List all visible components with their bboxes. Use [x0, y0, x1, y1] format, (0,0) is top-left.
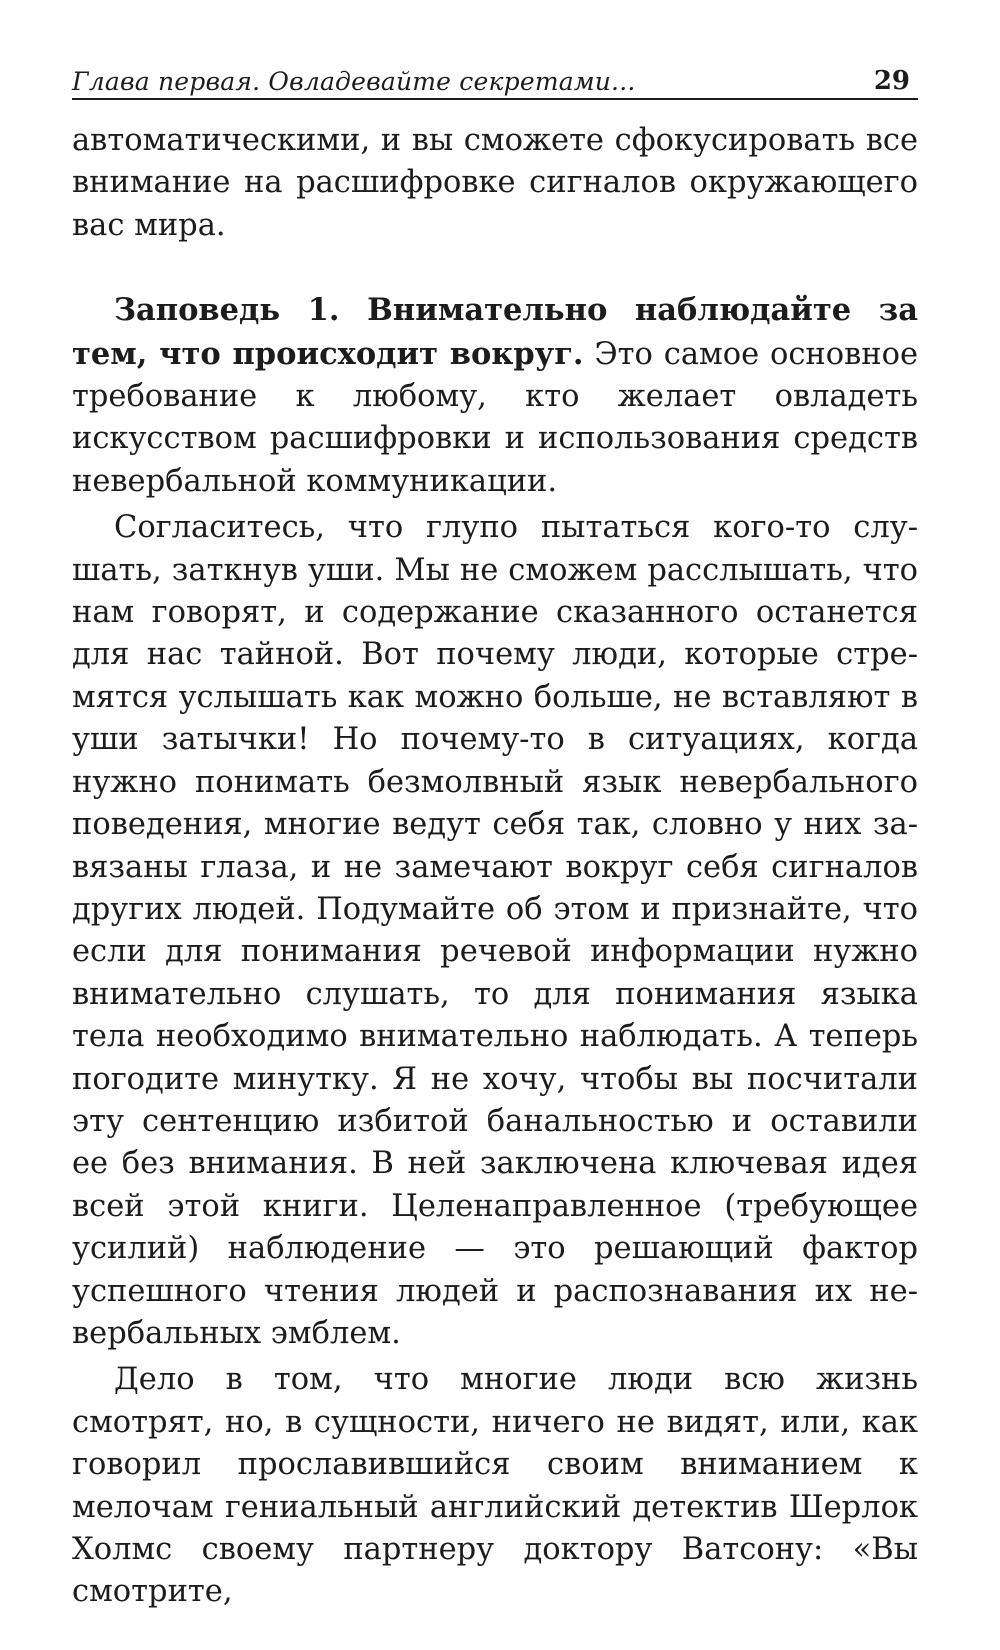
page-number: 29: [873, 66, 910, 96]
commandment-heading: Заповедь 1. Внимательно наблюдайте за тем, что происходит вокруг.: [72, 292, 918, 372]
paragraph-commandment: [72, 289, 918, 503]
running-header: [72, 58, 918, 100]
book-page: [72, 58, 918, 1614]
paragraph: Согласитесь, что глупо пытаться кого-то слушать, заткнув уши. Мы не сможем расслышать, что нам говорят, и содержание сказанного останется для нас тайной. Вот почему люди, которые стремятся услышать как можно больше, не вставляют в уши затычки! Но почему-то в ситуациях, когда нужно понимать безмолвный язык невербального поведения, многие ведут себя так, словно у них завязаны глаза, и не замечают вокруг себя сигналов других людей. Подумайте об этом и признайте, что если для понимания речевой информации нужно внимательно слушать, то для понимания языка тела необходимо внимательно наблюдать. А теперь погодите минутку. Я не хочу, чтобы вы посчитали эту сентенцию избитой банальностью и оставили ее без внимания. В ней заключена ключевая идея всей этой книги. Целенаправленное (требующее усилий) наблюдение — это решающий фактор успешного чтения людей и распознавания их невербальных эмблем.: [72, 510, 918, 1351]
paragraph: Дело в том, что многие люди всю жизнь смотрят, но, в сущности, ничего не видят, или, как говорил прославившийся своим вниманием к мелочам гениальный английский детектив Шерлок Холмс своему партнеру доктору Ватсону: «Вы смотрите,: [72, 1362, 918, 1610]
commandment-text: Это самое основное требование к любому, кто желает овладеть искусством расшифровки и использования средств невербальной коммуникации.: [72, 336, 919, 499]
chapter-title: Глава первая. Овладевайте секретами...: [72, 67, 636, 96]
body-text: [72, 120, 918, 1614]
paragraph-continued: автоматическими, и вы сможете сфокусировать все внимание на расшифровке сигналов окружающего вас мира.: [72, 123, 918, 243]
